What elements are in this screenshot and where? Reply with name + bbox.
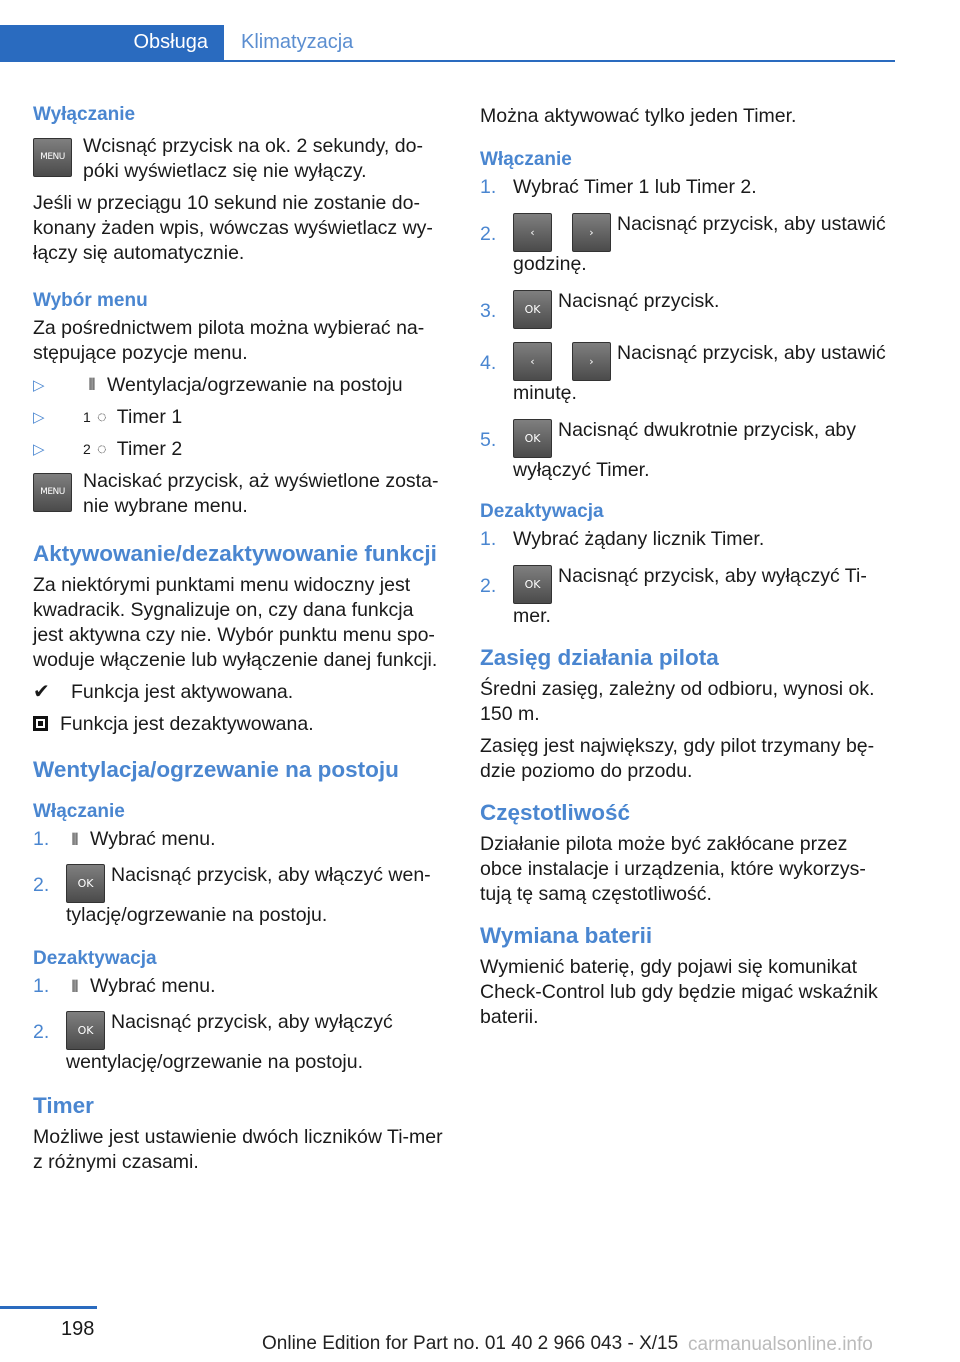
timer-off-list [480, 527, 895, 629]
step-text: Nacisnąć przycisk, aby włączyć wen-tylację/ogrzewanie na postoju. [66, 864, 431, 926]
wybor-menu-intro: Za pośrednictwem pilota można wybierać na-stępujące pozycje menu. [33, 317, 425, 364]
page-header [0, 25, 895, 62]
left-arrow-button-icon: ‹ [513, 342, 552, 381]
step-text: Nacisnąć przycisk. [558, 290, 720, 312]
list-item [33, 863, 448, 928]
page-number: 198 [61, 1318, 95, 1340]
timer-only-one: Można aktywować tylko jeden Timer. [480, 105, 797, 127]
step-number: 2. [480, 223, 497, 245]
left-arrow-button-icon: ‹ [513, 213, 552, 252]
bullet-text: Wentylacja/ogrzewanie na postoju [107, 374, 403, 396]
step-text: Wybrać menu. [90, 975, 216, 997]
bullet-text: Timer 1 [116, 406, 183, 428]
wymiana-baterii-text: Wymienić baterię, gdy pojawi się komunikat Check-Control lub gdy będzie migać wskaźnik baterii. [480, 956, 878, 1028]
function-active-row [33, 680, 448, 705]
step-text: Nacisnąć przycisk, aby wyłączyć Ti-mer. [513, 565, 867, 627]
right-arrow-button-icon: › [572, 213, 611, 252]
list-item [480, 212, 895, 277]
left-column [33, 100, 448, 1182]
function-inactive-row [33, 712, 448, 737]
czestotliwosc-text: Działanie pilota może być zakłócane przez obce instalacje i urządzenia, które wykorzys-tują tę samą częstotliwość. [480, 833, 866, 905]
right-arrow-button-icon: › [572, 342, 611, 381]
list-item [33, 373, 448, 398]
function-active-text: Funkcja jest aktywowana. [71, 681, 294, 703]
heading-czestotliwosc: Częstotliwość [480, 800, 631, 825]
vent-off-list [33, 974, 448, 1075]
wylaczanie-text: Wcisnąć przycisk na ok. 2 sekundy, do- póki wyświetlacz się nie wyłączy. [83, 135, 423, 182]
list-item [33, 827, 448, 853]
ok-button-icon: OK [66, 864, 105, 903]
heating-icon: ⫴ [88, 377, 96, 394]
step-text: Nacisnąć dwukrotnie przycisk, aby wyłączyć Timer. [513, 419, 857, 481]
step-number: 2. [33, 874, 50, 896]
vent-off-title: Dezaktywacja [33, 948, 157, 969]
list-item [480, 527, 895, 552]
triangle-bullet-icon: ▷ [33, 409, 45, 426]
bullet-text: Timer 2 [116, 438, 183, 460]
step-number: 2. [33, 1021, 50, 1043]
step-text: Nacisnąć przycisk, aby ustawić minutę. [513, 342, 886, 404]
list-item [480, 341, 895, 406]
step-text: Wybrać menu. [90, 828, 216, 850]
list-item [33, 1010, 448, 1075]
heating-icon: ⫴ [71, 832, 79, 849]
menu-button-icon: MENU [33, 138, 72, 177]
timer-on-list [480, 175, 895, 483]
step-number: 3. [480, 300, 497, 322]
triangle-bullet-icon: ▷ [33, 441, 45, 458]
step-number: 1. [480, 176, 497, 198]
wybor-menu-text: Naciskać przycisk, aż wyświetlone zosta-nie wybrane menu. [83, 470, 439, 517]
vent-on-title: Włączanie [33, 801, 125, 822]
step-number: 4. [480, 352, 497, 374]
timer-clock-icon: ◌ [97, 409, 107, 426]
triangle-bullet-icon: ▷ [33, 377, 45, 394]
step-text: Nacisnąć przycisk, aby wyłączyć wentylację/ogrzewanie na postoju. [66, 1011, 393, 1073]
step-number: 5. [480, 429, 497, 451]
edition-text: Online Edition for Part no. 01 40 2 966 043 - X/15 [262, 1333, 679, 1354]
heading-zasieg: Zasięg działania pilota [480, 645, 719, 670]
wybor-menu-instruction [33, 469, 448, 519]
empty-square-icon [33, 716, 48, 731]
list-item [33, 974, 448, 1000]
timer-number: 2 [83, 441, 91, 457]
wylaczanie-instruction [33, 134, 448, 184]
zasieg-text-2: Zasięg jest największy, gdy pilot trzymany bę-dzie poziomo do przodu. [480, 735, 875, 782]
tab-obsluga[interactable]: Obsługa [0, 25, 224, 60]
menu-button-icon: MENU [33, 473, 72, 512]
vent-on-list [33, 827, 448, 928]
list-item [480, 418, 895, 483]
ok-button-icon: OK [513, 290, 552, 329]
ok-button-icon: OK [513, 419, 552, 458]
step-text: Wybrać żądany licznik Timer. [513, 528, 765, 550]
ok-button-icon: OK [513, 565, 552, 604]
function-inactive-text: Funkcja jest dezaktywowana. [60, 713, 314, 735]
section-wybor-menu-title: Wybór menu [33, 290, 148, 311]
step-number: 1. [480, 528, 497, 550]
aktywowanie-text: Za niektórymi punktami menu widoczny jest kwadracik. Sygnalizuje on, czy dana funkcja jest aktywna czy nie. Wybór punktu menu spo-woduje włączenie lub wyłączenie danej funkcji. [33, 574, 438, 671]
heading-timer: Timer [33, 1093, 94, 1118]
timer-text: Możliwe jest ustawienie dwóch liczników Ti-mer z różnymi czasami. [33, 1126, 443, 1173]
list-item [480, 564, 895, 629]
checkmark-icon: ✔ [33, 681, 50, 703]
wylaczanie-note: Jeśli w przeciągu 10 sekund nie zostanie do-konany żaden wpis, wówczas wyświetlacz wy-łączy się automatycznie. [33, 192, 433, 264]
watermark: carmanualsonline.info [688, 1334, 873, 1355]
list-item [33, 437, 448, 462]
section-wylaczanie-title: Wyłączanie [33, 104, 136, 125]
tab-klimatyzacja[interactable]: Klimatyzacja [241, 31, 354, 53]
zasieg-text-1: Średni zasięg, zależny od odbioru, wynosi ok. 150 m. [480, 678, 875, 725]
timer-off-title: Dezaktywacja [480, 501, 604, 522]
list-item [33, 405, 448, 430]
step-number: 2. [480, 575, 497, 597]
heading-wentylacja: Wentylacja/ogrzewanie na postoju [33, 757, 399, 782]
heading-aktywowanie: Aktywowanie/dezaktywowanie funkcji [33, 541, 437, 566]
timer-on-title: Włączanie [480, 149, 572, 170]
list-item [480, 175, 895, 200]
step-number: 1. [33, 828, 50, 850]
heading-wymiana-baterii: Wymiana baterii [480, 923, 653, 948]
heating-icon: ⫴ [71, 979, 79, 996]
step-text: Nacisnąć przycisk, aby ustawić godzinę. [513, 213, 886, 275]
step-number: 1. [33, 975, 50, 997]
step-text: Wybrać Timer 1 lub Timer 2. [513, 176, 757, 198]
footer-divider [0, 1306, 97, 1309]
ok-button-icon: OK [66, 1011, 105, 1050]
list-item [480, 289, 895, 329]
timer-clock-icon: ◌ [97, 441, 107, 458]
timer-number: 1 [83, 409, 91, 425]
right-column [480, 100, 895, 1037]
